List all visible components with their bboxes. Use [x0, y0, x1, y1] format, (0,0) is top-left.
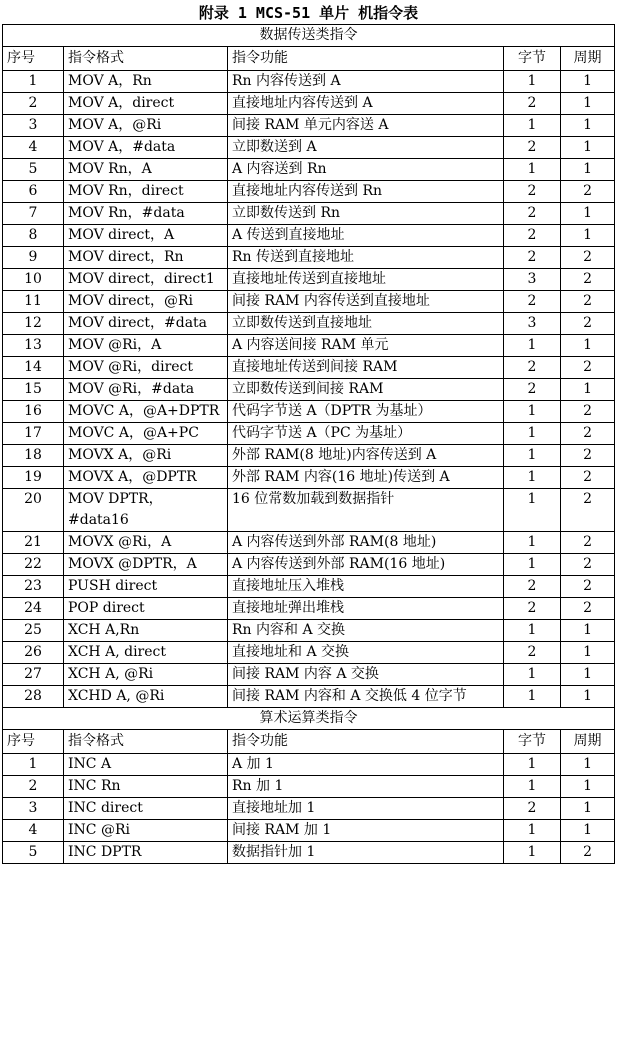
row-number: 7 — [3, 203, 64, 225]
row-number: 14 — [3, 357, 64, 379]
page-title: 附录 1 MCS-51 单片 机指令表 — [198, 4, 419, 22]
cycle-count: 2 — [561, 313, 615, 335]
cycle-count: 1 — [561, 137, 615, 159]
instruction-format: MOV direct，#data — [64, 313, 228, 335]
row-number: 8 — [3, 225, 64, 247]
byte-count: 1 — [504, 71, 561, 93]
row-number: 16 — [3, 401, 64, 423]
instruction-format: MOV DPTR，#data16 — [64, 489, 228, 532]
byte-count: 1 — [504, 620, 561, 642]
cycle-count: 2 — [561, 269, 615, 291]
byte-count: 2 — [504, 247, 561, 269]
byte-count: 1 — [504, 159, 561, 181]
row-number: 1 — [3, 71, 64, 93]
instruction-format: XCH A, direct — [64, 642, 228, 664]
cycle-count: 1 — [561, 686, 615, 708]
row-number: 19 — [3, 467, 64, 489]
row-number: 25 — [3, 620, 64, 642]
byte-count: 1 — [504, 686, 561, 708]
cycle-count: 1 — [561, 798, 615, 820]
table-row — [3, 776, 615, 798]
byte-count: 1 — [504, 820, 561, 842]
column-header-instruction-function: 指令功能 — [228, 730, 504, 754]
instruction-function: 外部 RAM 内容(16 地址)传送到 A — [228, 467, 504, 489]
instruction-function: 直接地址弹出堆栈 — [228, 598, 504, 620]
table-row — [3, 203, 615, 225]
table-row — [3, 93, 615, 115]
instruction-format: MOV direct，Rn — [64, 247, 228, 269]
instruction-format: MOVX A，@DPTR — [64, 467, 228, 489]
table-row — [3, 842, 615, 864]
instruction-function: 间接 RAM 加 1 — [228, 820, 504, 842]
instruction-function: Rn 内容传送到 A — [228, 71, 504, 93]
byte-count: 1 — [504, 489, 561, 532]
table-row — [3, 291, 615, 313]
byte-count: 1 — [504, 467, 561, 489]
table-row — [3, 159, 615, 181]
byte-count: 1 — [504, 842, 561, 864]
instruction-format: MOV A，#data — [64, 137, 228, 159]
instruction-format: MOV Rn，direct — [64, 181, 228, 203]
byte-count: 1 — [504, 664, 561, 686]
row-number: 12 — [3, 313, 64, 335]
table-row — [3, 247, 615, 269]
section-title: 数据传送类指令 — [3, 25, 615, 47]
cycle-count: 2 — [561, 842, 615, 864]
instruction-function: 直接地址压入堆栈 — [228, 576, 504, 598]
byte-count: 1 — [504, 554, 561, 576]
table-row — [3, 401, 615, 423]
byte-count: 2 — [504, 225, 561, 247]
column-header-cycle-count: 周期 — [561, 47, 615, 71]
row-number: 3 — [3, 798, 64, 820]
row-number: 4 — [3, 137, 64, 159]
section-title: 算术运算类指令 — [3, 708, 615, 730]
instruction-format: POP direct — [64, 598, 228, 620]
instruction-format: MOVX A，@Ri — [64, 445, 228, 467]
table-row — [3, 598, 615, 620]
row-number: 5 — [3, 159, 64, 181]
column-header-cycle-count: 周期 — [561, 730, 615, 754]
byte-count: 3 — [504, 269, 561, 291]
cycle-count: 1 — [561, 664, 615, 686]
row-number: 23 — [3, 576, 64, 598]
cycle-count: 2 — [561, 489, 615, 532]
instruction-function: Rn 加 1 — [228, 776, 504, 798]
instruction-format: XCHD A, @Ri — [64, 686, 228, 708]
table-row — [3, 532, 615, 554]
byte-count: 2 — [504, 93, 561, 115]
cycle-count: 1 — [561, 620, 615, 642]
cycle-count: 2 — [561, 291, 615, 313]
instruction-format: XCH A,Rn — [64, 620, 228, 642]
instruction-function: Rn 传送到直接地址 — [228, 247, 504, 269]
row-number: 22 — [3, 554, 64, 576]
row-number: 20 — [3, 489, 64, 532]
cycle-count: 2 — [561, 445, 615, 467]
cycle-count: 1 — [561, 642, 615, 664]
instruction-format: MOVX @Ri，A — [64, 532, 228, 554]
instruction-function: 代码字节送 A（PC 为基址） — [228, 423, 504, 445]
table-row — [3, 798, 615, 820]
cycle-count: 2 — [561, 598, 615, 620]
cycle-count: 1 — [561, 93, 615, 115]
instruction-format: MOV @Ri，#data — [64, 379, 228, 401]
column-header-instruction-function: 指令功能 — [228, 47, 504, 71]
byte-count: 1 — [504, 532, 561, 554]
instruction-format: MOV A，direct — [64, 93, 228, 115]
instruction-function: 外部 RAM(8 地址)内容传送到 A — [228, 445, 504, 467]
instruction-format: MOV A，Rn — [64, 71, 228, 93]
table-row — [3, 467, 615, 489]
instruction-function: A 加 1 — [228, 754, 504, 776]
cycle-count: 2 — [561, 467, 615, 489]
instruction-function: A 内容送间接 RAM 单元 — [228, 335, 504, 357]
instruction-function: 立即数传送到 Rn — [228, 203, 504, 225]
cycle-count: 1 — [561, 754, 615, 776]
byte-count: 2 — [504, 576, 561, 598]
instruction-function: 间接 RAM 内容和 A 交换低 4 位字节 — [228, 686, 504, 708]
cycle-count: 1 — [561, 71, 615, 93]
instruction-function: 间接 RAM 单元内容送 A — [228, 115, 504, 137]
byte-count: 2 — [504, 798, 561, 820]
instruction-format: MOV Rn，#data — [64, 203, 228, 225]
byte-count: 2 — [504, 203, 561, 225]
cycle-count: 1 — [561, 115, 615, 137]
instruction-function: A 传送到直接地址 — [228, 225, 504, 247]
table-row — [3, 576, 615, 598]
row-number: 17 — [3, 423, 64, 445]
byte-count: 1 — [504, 776, 561, 798]
table-row — [3, 181, 615, 203]
column-header-byte-count: 字节 — [504, 730, 561, 754]
cycle-count: 1 — [561, 776, 615, 798]
table-row — [3, 820, 615, 842]
row-number: 5 — [3, 842, 64, 864]
table-row — [3, 379, 615, 401]
byte-count: 1 — [504, 754, 561, 776]
cycle-count: 1 — [561, 820, 615, 842]
instruction-format: MOV @Ri，direct — [64, 357, 228, 379]
section-title-row — [3, 25, 615, 47]
instruction-format: MOVC A，@A+PC — [64, 423, 228, 445]
column-header-instruction-format: 指令格式 — [64, 730, 228, 754]
column-header-row-number: 序号 — [3, 730, 64, 754]
instruction-function: 16 位常数加载到数据指针 — [228, 489, 504, 532]
instruction-function: 直接地址内容传送到 Rn — [228, 181, 504, 203]
row-number: 28 — [3, 686, 64, 708]
instruction-function: A 内容传送到外部 RAM(16 地址) — [228, 554, 504, 576]
row-number: 13 — [3, 335, 64, 357]
row-number: 10 — [3, 269, 64, 291]
table-row — [3, 445, 615, 467]
cycle-count: 1 — [561, 159, 615, 181]
table-row — [3, 686, 615, 708]
instruction-format: MOV @Ri，A — [64, 335, 228, 357]
table-row — [3, 225, 615, 247]
instruction-format: MOV direct，A — [64, 225, 228, 247]
table-row — [3, 269, 615, 291]
table-row — [3, 357, 615, 379]
cycle-count: 2 — [561, 181, 615, 203]
instruction-format: XCH A, @Ri — [64, 664, 228, 686]
cycle-count: 2 — [561, 576, 615, 598]
row-number: 9 — [3, 247, 64, 269]
instruction-format: MOVC A，@A+DPTR — [64, 401, 228, 423]
byte-count: 2 — [504, 137, 561, 159]
table-row — [3, 754, 615, 776]
cycle-count: 1 — [561, 335, 615, 357]
instruction-format: INC Rn — [64, 776, 228, 798]
cycle-count: 2 — [561, 532, 615, 554]
instruction-function: 立即数传送到直接地址 — [228, 313, 504, 335]
column-header-row — [3, 730, 615, 754]
instruction-function: 直接地址和 A 交换 — [228, 642, 504, 664]
row-number: 15 — [3, 379, 64, 401]
instruction-format: INC @Ri — [64, 820, 228, 842]
instruction-function: 直接地址传送到直接地址 — [228, 269, 504, 291]
instruction-function: A 内容传送到外部 RAM(8 地址) — [228, 532, 504, 554]
instruction-format: MOV direct，@Ri — [64, 291, 228, 313]
row-number: 3 — [3, 115, 64, 137]
row-number: 1 — [3, 754, 64, 776]
row-number: 2 — [3, 93, 64, 115]
byte-count: 1 — [504, 445, 561, 467]
instruction-function: 立即数传送到间接 RAM — [228, 379, 504, 401]
instruction-function: A 内容送到 Rn — [228, 159, 504, 181]
instruction-table-body — [3, 25, 615, 864]
table-row — [3, 620, 615, 642]
instruction-function: 直接地址加 1 — [228, 798, 504, 820]
instruction-function: 间接 RAM 内容 A 交换 — [228, 664, 504, 686]
table-row — [3, 642, 615, 664]
instruction-function: 间接 RAM 内容传送到直接地址 — [228, 291, 504, 313]
cycle-count: 2 — [561, 423, 615, 445]
byte-count: 1 — [504, 115, 561, 137]
instruction-function: 代码字节送 A（DPTR 为基址） — [228, 401, 504, 423]
instruction-format: INC DPTR — [64, 842, 228, 864]
table-row — [3, 71, 615, 93]
cycle-count: 2 — [561, 247, 615, 269]
row-number: 24 — [3, 598, 64, 620]
cycle-count: 2 — [561, 554, 615, 576]
column-header-instruction-format: 指令格式 — [64, 47, 228, 71]
row-number: 6 — [3, 181, 64, 203]
table-row — [3, 489, 615, 532]
instruction-function: Rn 内容和 A 交换 — [228, 620, 504, 642]
instruction-function: 直接地址内容传送到 A — [228, 93, 504, 115]
instruction-function: 直接地址传送到间接 RAM — [228, 357, 504, 379]
cycle-count: 2 — [561, 357, 615, 379]
instruction-table — [2, 24, 615, 864]
row-number: 2 — [3, 776, 64, 798]
byte-count: 1 — [504, 335, 561, 357]
instruction-format: PUSH direct — [64, 576, 228, 598]
byte-count: 2 — [504, 357, 561, 379]
instruction-function: 立即数送到 A — [228, 137, 504, 159]
instruction-format: INC A — [64, 754, 228, 776]
section-title-row — [3, 708, 615, 730]
table-row — [3, 335, 615, 357]
byte-count: 2 — [504, 379, 561, 401]
instruction-function: 数据指针加 1 — [228, 842, 504, 864]
cycle-count: 1 — [561, 203, 615, 225]
instruction-format: INC direct — [64, 798, 228, 820]
table-row — [3, 664, 615, 686]
column-header-byte-count: 字节 — [504, 47, 561, 71]
table-row — [3, 137, 615, 159]
instruction-format: MOV Rn，A — [64, 159, 228, 181]
instruction-format: MOVX @DPTR，A — [64, 554, 228, 576]
row-number: 4 — [3, 820, 64, 842]
cycle-count: 1 — [561, 379, 615, 401]
column-header-row — [3, 47, 615, 71]
column-header-row-number: 序号 — [3, 47, 64, 71]
table-row — [3, 554, 615, 576]
row-number: 26 — [3, 642, 64, 664]
row-number: 11 — [3, 291, 64, 313]
row-number: 18 — [3, 445, 64, 467]
byte-count: 2 — [504, 291, 561, 313]
byte-count: 2 — [504, 181, 561, 203]
byte-count: 2 — [504, 598, 561, 620]
byte-count: 3 — [504, 313, 561, 335]
instruction-format: MOV direct，direct1 — [64, 269, 228, 291]
table-row — [3, 313, 615, 335]
cycle-count: 2 — [561, 401, 615, 423]
row-number: 27 — [3, 664, 64, 686]
cycle-count: 1 — [561, 225, 615, 247]
byte-count: 2 — [504, 642, 561, 664]
row-number: 21 — [3, 532, 64, 554]
table-row — [3, 115, 615, 137]
byte-count: 1 — [504, 423, 561, 445]
byte-count: 1 — [504, 401, 561, 423]
table-row — [3, 423, 615, 445]
instruction-format: MOV A，@Ri — [64, 115, 228, 137]
